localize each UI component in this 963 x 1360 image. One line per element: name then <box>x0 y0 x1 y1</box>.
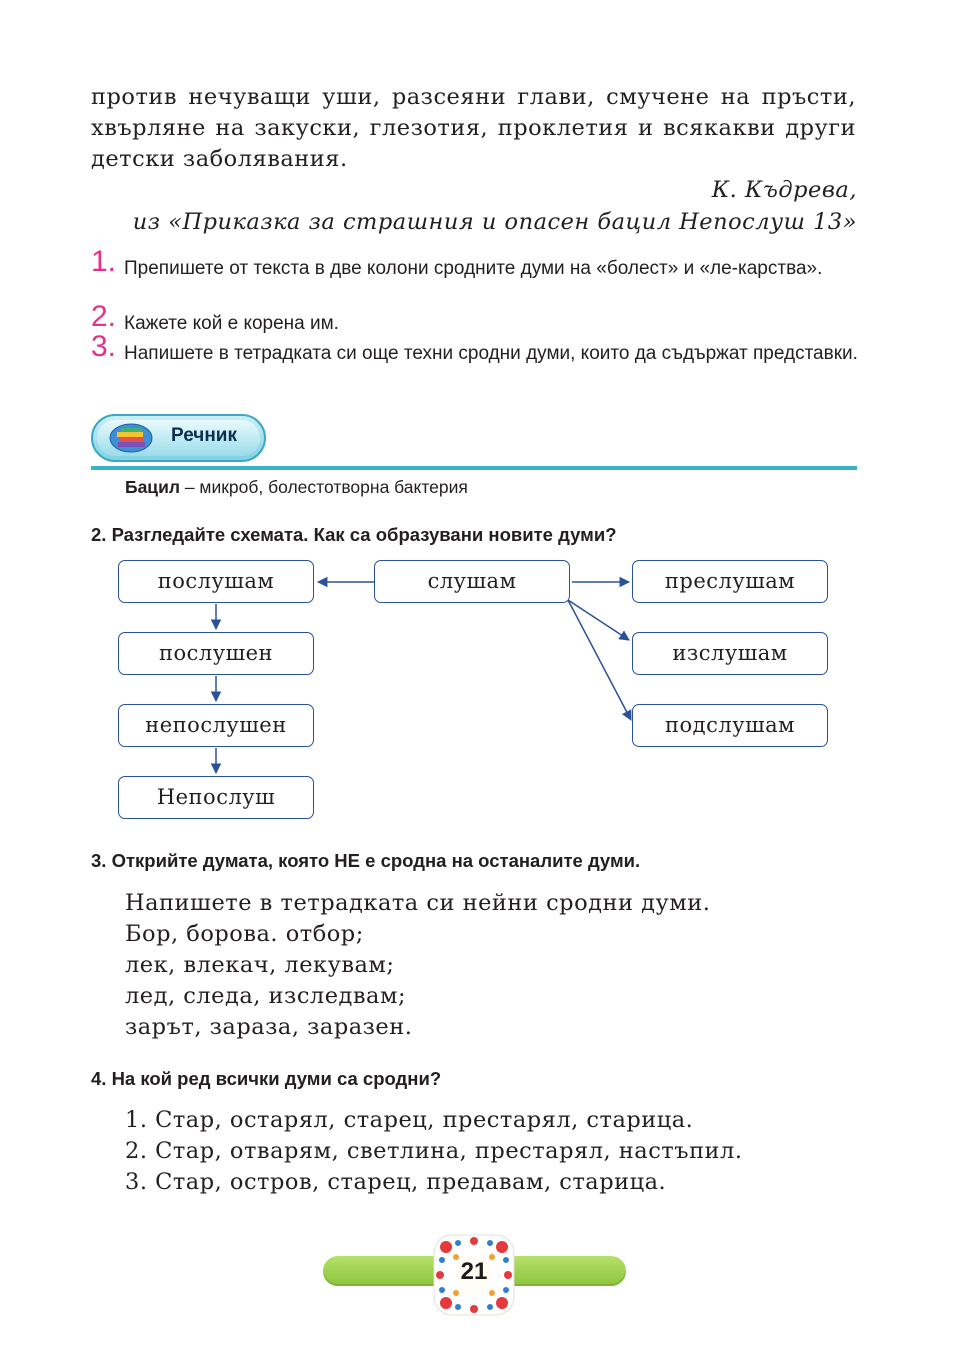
scheme-left-word-2: послушен <box>118 632 314 675</box>
passage-line-3: детски заболявания. <box>91 146 348 172</box>
task-text: Кажете кой е корена им. <box>124 313 339 334</box>
exercise-3-line: Напишете в тетрадката си нейни сродни думи. <box>125 890 711 916</box>
exercise-3-heading: 3. Открийте думата, която НЕ е сродна на останалите думи. <box>91 850 641 871</box>
dictionary-term: Бацил <box>125 477 180 497</box>
exercise-4-heading: 4. На кой ред всички думи са сродни? <box>91 1068 442 1089</box>
task-number: 3. <box>91 330 117 363</box>
scheme-right-word-3: подслушам <box>632 704 828 747</box>
exercise-4-option: 2. Стар, отварям, светлина, престарял, настъпил. <box>125 1138 743 1164</box>
task-text: Напишете в тетрадката си още техни сродни думи, които да съдържат представки. <box>124 343 858 364</box>
scheme-left-word-4: Непослуш <box>118 776 314 819</box>
task-number: 1. <box>91 245 117 278</box>
exercise-3-line: Бор, борова. отбор; <box>125 921 364 947</box>
exercise-3-line: лед, следа, изследвам; <box>125 983 407 1009</box>
passage-author: К. Къдрева, <box>711 177 857 203</box>
page-number: 21 <box>460 1258 488 1285</box>
exercise-3-line: лек, влекач, лекувам; <box>125 952 395 978</box>
scheme-right-word-1: преслушам <box>632 560 828 603</box>
dictionary-definition-text: – микроб, болестотворна бактерия <box>179 477 468 497</box>
exercise-4-option: 1. Стар, остарял, старец, престарял, старица. <box>125 1107 694 1133</box>
exercise-3-line: зарът, зараза, заразен. <box>125 1014 413 1040</box>
passage-source: из «Приказка за страшния и опасен бацил Непослуш 13» <box>132 209 857 235</box>
task-text: Препишете от текста в две колони сродните думи на «болест» и «ле-карства». <box>124 258 823 279</box>
exercise-2-heading: 2. Разгледайте схемата. Как са образувани новите думи? <box>91 524 617 545</box>
scheme-left-word-1: послушам <box>118 560 314 603</box>
scheme-right-word-2: изслушам <box>632 632 828 675</box>
dictionary-label: Речник <box>171 425 237 446</box>
scheme-left-word-3: непослушен <box>118 704 314 747</box>
passage-line-1: против нечуващи уши, разсеяни глави, смучене на пръсти, <box>91 84 856 110</box>
page-number-badge <box>432 1233 516 1317</box>
passage-line-2: хвърляне на закуски, глезотия, проклетия и всякакви други <box>91 115 856 141</box>
task-number: 2. <box>91 300 117 333</box>
exercise-4-option: 3. Стар, остров, старец, предавам, старица. <box>125 1169 667 1195</box>
scheme-root-word: слушам <box>374 560 570 603</box>
